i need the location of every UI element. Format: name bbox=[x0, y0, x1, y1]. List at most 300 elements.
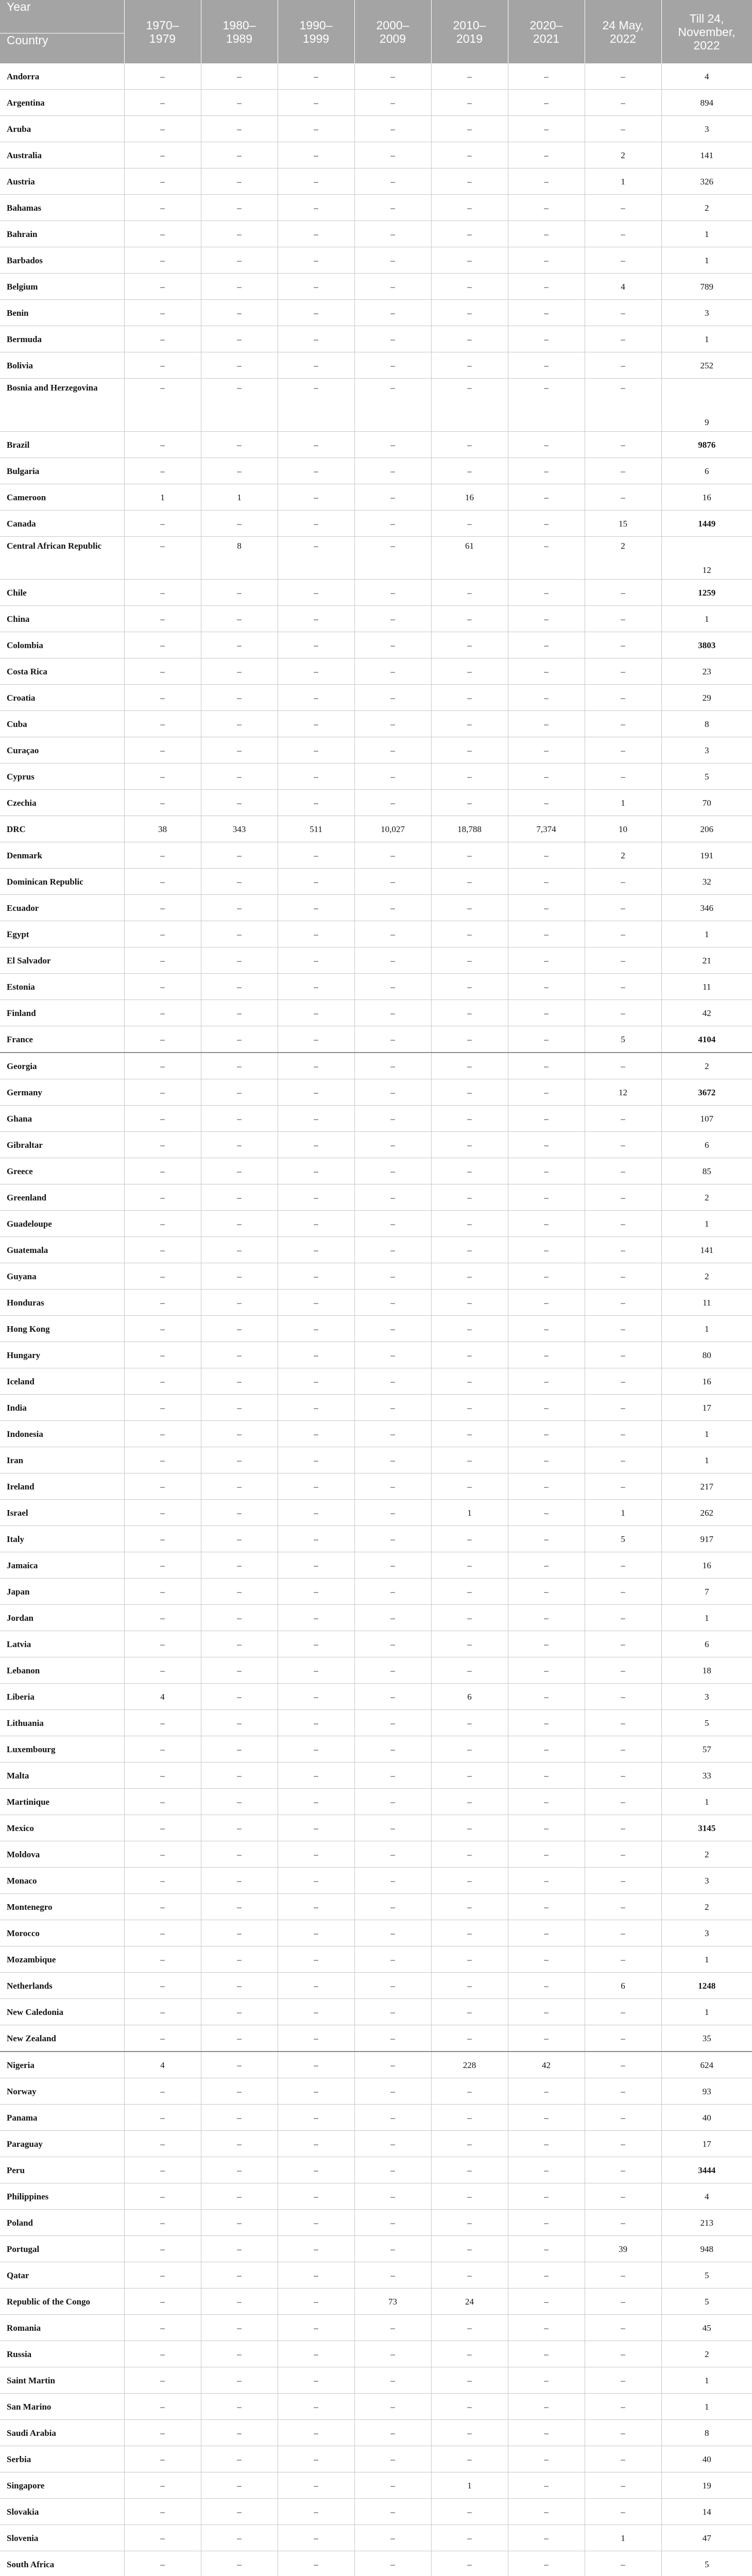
value-cell: – bbox=[278, 1421, 354, 1447]
table-row bbox=[0, 2131, 752, 2157]
value-cell: – bbox=[278, 842, 354, 869]
value-cell: – bbox=[124, 2183, 201, 2210]
value-cell: 1 bbox=[201, 484, 278, 511]
value-cell: – bbox=[431, 1421, 508, 1447]
value-cell: – bbox=[201, 90, 278, 116]
value-cell: – bbox=[354, 1579, 431, 1605]
table-header bbox=[0, 0, 752, 63]
value-cell: – bbox=[354, 2052, 431, 2078]
value-cell: – bbox=[201, 1894, 278, 1920]
total-cell: 206 bbox=[661, 816, 752, 842]
country-cell: Canada bbox=[0, 511, 124, 537]
value-cell: – bbox=[585, 1000, 661, 1026]
value-cell: – bbox=[278, 2025, 354, 2052]
value-cell: – bbox=[201, 63, 278, 90]
total-cell: 2 bbox=[661, 1894, 752, 1920]
table-row bbox=[0, 1500, 752, 1526]
value-cell: – bbox=[124, 1053, 201, 1079]
value-cell: – bbox=[124, 1552, 201, 1579]
value-cell: – bbox=[508, 632, 585, 658]
value-cell: – bbox=[124, 1000, 201, 1026]
value-cell: 5 bbox=[585, 1026, 661, 1053]
value-cell: – bbox=[508, 764, 585, 790]
table-row bbox=[0, 2262, 752, 2289]
value-cell: – bbox=[124, 1762, 201, 1789]
total-cell: 3803 bbox=[661, 632, 752, 658]
value-cell: 38 bbox=[124, 816, 201, 842]
country-cell: Luxembourg bbox=[0, 1736, 124, 1762]
country-cell: Morocco bbox=[0, 1920, 124, 1946]
value-cell: – bbox=[278, 300, 354, 326]
total-cell: 217 bbox=[661, 1473, 752, 1500]
total-cell: 4 bbox=[661, 63, 752, 90]
value-cell: – bbox=[508, 2236, 585, 2262]
value-cell: – bbox=[278, 2525, 354, 2551]
value-cell: – bbox=[585, 379, 661, 432]
total-cell: 40 bbox=[661, 2446, 752, 2472]
country-cell: Georgia bbox=[0, 1053, 124, 1079]
value-cell: – bbox=[431, 1815, 508, 1841]
total-cell: 9876 bbox=[661, 432, 752, 458]
value-cell: – bbox=[585, 2446, 661, 2472]
total-cell: 17 bbox=[661, 1395, 752, 1421]
value-cell: – bbox=[278, 432, 354, 458]
value-cell: – bbox=[124, 1342, 201, 1368]
value-cell: – bbox=[431, 1106, 508, 1132]
value-cell: – bbox=[278, 711, 354, 737]
table-row bbox=[0, 274, 752, 300]
value-cell: – bbox=[354, 116, 431, 142]
value-cell: – bbox=[201, 974, 278, 1000]
value-cell: – bbox=[201, 1579, 278, 1605]
value-cell: 73 bbox=[354, 2289, 431, 2315]
value-cell: – bbox=[508, 1263, 585, 1290]
value-cell: – bbox=[508, 63, 585, 90]
value-cell: – bbox=[508, 1053, 585, 1079]
value-cell: – bbox=[124, 1631, 201, 1657]
value-cell: – bbox=[508, 1657, 585, 1684]
value-cell: – bbox=[201, 2499, 278, 2525]
value-cell: – bbox=[354, 1211, 431, 1237]
table-row bbox=[0, 142, 752, 168]
value-cell: – bbox=[585, 1999, 661, 2025]
value-cell: 2 bbox=[585, 842, 661, 869]
country-cell: Nigeria bbox=[0, 2052, 124, 2078]
value-cell: – bbox=[124, 1263, 201, 1290]
country-cell: Guatemala bbox=[0, 1237, 124, 1263]
column-header: 2020– 2021 bbox=[508, 0, 585, 63]
value-cell: – bbox=[508, 300, 585, 326]
value-cell: – bbox=[201, 2105, 278, 2131]
value-cell: – bbox=[278, 1631, 354, 1657]
country-cell: Belgium bbox=[0, 274, 124, 300]
table-row bbox=[0, 2394, 752, 2420]
value-cell: – bbox=[278, 1263, 354, 1290]
value-cell: – bbox=[508, 326, 585, 352]
value-cell: – bbox=[508, 168, 585, 195]
value-cell: – bbox=[431, 1473, 508, 1500]
value-cell: – bbox=[354, 1500, 431, 1526]
value-cell: 1 bbox=[585, 790, 661, 816]
value-cell: – bbox=[354, 1395, 431, 1421]
value-cell: – bbox=[278, 1579, 354, 1605]
total-cell: 1 bbox=[661, 921, 752, 947]
total-cell: 1 bbox=[661, 1605, 752, 1631]
total-cell: 19 bbox=[661, 2472, 752, 2499]
value-cell: – bbox=[508, 790, 585, 816]
value-cell: – bbox=[124, 2367, 201, 2394]
value-cell: 5 bbox=[585, 1526, 661, 1552]
value-cell: – bbox=[124, 1158, 201, 1184]
table-row bbox=[0, 2551, 752, 2576]
value-cell: – bbox=[431, 1605, 508, 1631]
value-cell: – bbox=[278, 221, 354, 247]
value-cell: – bbox=[508, 895, 585, 921]
value-cell: – bbox=[124, 1657, 201, 1684]
value-cell: – bbox=[278, 1973, 354, 1999]
value-cell: – bbox=[431, 764, 508, 790]
value-cell: – bbox=[201, 1263, 278, 1290]
value-cell: – bbox=[431, 2341, 508, 2367]
country-cell: Paraguay bbox=[0, 2131, 124, 2157]
value-cell: – bbox=[201, 606, 278, 632]
total-cell: 1 bbox=[661, 221, 752, 247]
total-cell: 2 bbox=[661, 195, 752, 221]
value-cell: – bbox=[585, 1631, 661, 1657]
value-cell: – bbox=[508, 1894, 585, 1920]
table-row bbox=[0, 1789, 752, 1815]
value-cell: – bbox=[124, 1973, 201, 1999]
value-cell: – bbox=[201, 711, 278, 737]
value-cell: 1 bbox=[431, 2472, 508, 2499]
total-cell: 1 bbox=[661, 1421, 752, 1447]
value-cell: – bbox=[201, 1473, 278, 1500]
value-cell: – bbox=[278, 1184, 354, 1211]
value-cell: 7,374 bbox=[508, 816, 585, 842]
country-cell: Romania bbox=[0, 2315, 124, 2341]
table-row bbox=[0, 1999, 752, 2025]
value-cell: – bbox=[508, 1342, 585, 1368]
value-cell: – bbox=[508, 685, 585, 711]
country-cell: China bbox=[0, 606, 124, 632]
value-cell: – bbox=[201, 2341, 278, 2367]
total-cell: 16 bbox=[661, 1552, 752, 1579]
value-cell: – bbox=[431, 2262, 508, 2289]
table-row bbox=[0, 1710, 752, 1736]
value-cell: – bbox=[278, 1815, 354, 1841]
value-cell: – bbox=[278, 2262, 354, 2289]
value-cell: – bbox=[354, 274, 431, 300]
value-cell: – bbox=[431, 90, 508, 116]
total-cell: 5 bbox=[661, 1710, 752, 1736]
value-cell: 1 bbox=[585, 168, 661, 195]
value-cell: – bbox=[201, 1684, 278, 1710]
table-row bbox=[0, 2078, 752, 2105]
country-cell: Bahrain bbox=[0, 221, 124, 247]
value-cell: – bbox=[124, 2394, 201, 2420]
value-cell: – bbox=[124, 221, 201, 247]
value-cell: – bbox=[124, 2105, 201, 2131]
table-row bbox=[0, 1132, 752, 1158]
table-row bbox=[0, 632, 752, 658]
country-cell: Benin bbox=[0, 300, 124, 326]
total-cell: 42 bbox=[661, 1000, 752, 1026]
table-row bbox=[0, 921, 752, 947]
table-row bbox=[0, 1395, 752, 1421]
table-row bbox=[0, 1526, 752, 1552]
table-row bbox=[0, 1368, 752, 1395]
table-body bbox=[0, 63, 752, 2576]
table-row bbox=[0, 1000, 752, 1026]
value-cell: – bbox=[124, 511, 201, 537]
value-cell: – bbox=[201, 1368, 278, 1395]
value-cell: – bbox=[278, 247, 354, 274]
value-cell: – bbox=[201, 1395, 278, 1421]
country-cell: Bulgaria bbox=[0, 458, 124, 484]
table-row bbox=[0, 458, 752, 484]
value-cell: – bbox=[431, 2157, 508, 2183]
value-cell: – bbox=[201, 142, 278, 168]
total-cell: 252 bbox=[661, 352, 752, 379]
value-cell: – bbox=[354, 379, 431, 432]
value-cell: – bbox=[508, 1552, 585, 1579]
value-cell: – bbox=[508, 1316, 585, 1342]
value-cell: – bbox=[201, 2315, 278, 2341]
value-cell: – bbox=[431, 1552, 508, 1579]
country-cell: Philippines bbox=[0, 2183, 124, 2210]
value-cell: – bbox=[354, 1684, 431, 1710]
country-cell: Barbados bbox=[0, 247, 124, 274]
total-cell: 85 bbox=[661, 1158, 752, 1184]
value-cell: – bbox=[508, 842, 585, 869]
table-row bbox=[0, 2183, 752, 2210]
value-cell: – bbox=[508, 2210, 585, 2236]
country-cell: Colombia bbox=[0, 632, 124, 658]
total-cell: 213 bbox=[661, 2210, 752, 2236]
value-cell: – bbox=[201, 1841, 278, 1868]
value-cell: – bbox=[354, 1263, 431, 1290]
value-cell: – bbox=[431, 1631, 508, 1657]
table-row bbox=[0, 511, 752, 537]
value-cell: – bbox=[201, 2157, 278, 2183]
country-cell: Japan bbox=[0, 1579, 124, 1605]
value-cell: – bbox=[431, 168, 508, 195]
value-cell: – bbox=[124, 300, 201, 326]
value-cell: – bbox=[431, 1841, 508, 1868]
table-row bbox=[0, 1053, 752, 1079]
value-cell: – bbox=[124, 142, 201, 168]
value-cell: – bbox=[431, 2131, 508, 2157]
value-cell: – bbox=[124, 1815, 201, 1841]
value-cell: – bbox=[585, 895, 661, 921]
value-cell: 4 bbox=[585, 274, 661, 300]
value-cell: – bbox=[508, 580, 585, 606]
value-cell: – bbox=[431, 1316, 508, 1342]
value-cell: – bbox=[431, 511, 508, 537]
value-cell: – bbox=[585, 658, 661, 685]
value-cell: – bbox=[201, 2025, 278, 2052]
value-cell: – bbox=[124, 1999, 201, 2025]
table-row bbox=[0, 2236, 752, 2262]
country-cell: Finland bbox=[0, 1000, 124, 1026]
table-row bbox=[0, 1762, 752, 1789]
table-row bbox=[0, 947, 752, 974]
value-cell: – bbox=[354, 1762, 431, 1789]
value-cell: – bbox=[354, 1526, 431, 1552]
total-cell: 2 bbox=[661, 1184, 752, 1211]
value-cell: – bbox=[354, 2105, 431, 2131]
value-cell: – bbox=[278, 1526, 354, 1552]
value-cell: – bbox=[431, 947, 508, 974]
value-cell: – bbox=[508, 711, 585, 737]
value-cell: – bbox=[431, 842, 508, 869]
total-cell: 33 bbox=[661, 1762, 752, 1789]
total-cell: 1 bbox=[661, 1999, 752, 2025]
value-cell: – bbox=[354, 2420, 431, 2446]
value-cell: – bbox=[201, 1053, 278, 1079]
table-row bbox=[0, 1605, 752, 1631]
value-cell: – bbox=[124, 2315, 201, 2341]
value-cell: 1 bbox=[124, 484, 201, 511]
value-cell: – bbox=[585, 1316, 661, 1342]
value-cell: – bbox=[201, 2472, 278, 2499]
value-cell: – bbox=[508, 247, 585, 274]
value-cell: – bbox=[431, 580, 508, 606]
value-cell: – bbox=[508, 2262, 585, 2289]
value-cell: – bbox=[354, 1421, 431, 1447]
value-cell: – bbox=[431, 790, 508, 816]
total-cell: 16 bbox=[661, 1368, 752, 1395]
total-cell: 894 bbox=[661, 90, 752, 116]
value-cell: – bbox=[585, 1211, 661, 1237]
value-cell: – bbox=[585, 63, 661, 90]
value-cell: – bbox=[431, 1237, 508, 1263]
value-cell: – bbox=[585, 1710, 661, 1736]
total-cell: 35 bbox=[661, 2025, 752, 2052]
value-cell: – bbox=[508, 432, 585, 458]
value-cell: – bbox=[201, 1946, 278, 1973]
value-cell: – bbox=[585, 1473, 661, 1500]
value-cell: – bbox=[201, 2420, 278, 2446]
value-cell: – bbox=[354, 1106, 431, 1132]
value-cell: – bbox=[278, 537, 354, 580]
value-cell: 10 bbox=[585, 816, 661, 842]
value-cell: – bbox=[585, 221, 661, 247]
value-cell: – bbox=[585, 1552, 661, 1579]
total-cell: 4104 bbox=[661, 1026, 752, 1053]
value-cell: – bbox=[508, 2394, 585, 2420]
value-cell: – bbox=[585, 2157, 661, 2183]
column-header: 2010– 2019 bbox=[431, 0, 508, 63]
value-cell: – bbox=[508, 90, 585, 116]
value-cell: – bbox=[278, 606, 354, 632]
country-cell: Hungary bbox=[0, 1342, 124, 1368]
country-cell: Montenegro bbox=[0, 1894, 124, 1920]
total-cell: 11 bbox=[661, 974, 752, 1000]
value-cell: – bbox=[201, 1736, 278, 1762]
value-cell: – bbox=[278, 1920, 354, 1946]
value-cell: – bbox=[354, 195, 431, 221]
country-cell: Liberia bbox=[0, 1684, 124, 1710]
value-cell: – bbox=[431, 379, 508, 432]
value-cell: – bbox=[354, 432, 431, 458]
value-cell: – bbox=[508, 2315, 585, 2341]
country-cell: Greece bbox=[0, 1158, 124, 1184]
value-cell: – bbox=[431, 300, 508, 326]
value-cell: – bbox=[354, 300, 431, 326]
value-cell: – bbox=[508, 484, 585, 511]
country-cell: Ireland bbox=[0, 1473, 124, 1500]
value-cell: – bbox=[508, 1946, 585, 1973]
value-cell: – bbox=[431, 2420, 508, 2446]
value-cell: – bbox=[585, 300, 661, 326]
value-cell: – bbox=[124, 326, 201, 352]
value-cell: – bbox=[431, 2551, 508, 2576]
value-cell: – bbox=[431, 2446, 508, 2472]
value-cell: 1 bbox=[431, 1500, 508, 1526]
table-row bbox=[0, 1684, 752, 1710]
value-cell: – bbox=[124, 1026, 201, 1053]
country-cell: India bbox=[0, 1395, 124, 1421]
value-cell: – bbox=[431, 2210, 508, 2236]
table-row bbox=[0, 63, 752, 90]
value-cell: – bbox=[278, 1473, 354, 1500]
value-cell: – bbox=[431, 274, 508, 300]
value-cell: – bbox=[431, 1158, 508, 1184]
value-cell: – bbox=[508, 1184, 585, 1211]
country-cell: Bermuda bbox=[0, 326, 124, 352]
country-cell: Denmark bbox=[0, 842, 124, 869]
value-cell: – bbox=[201, 1342, 278, 1368]
value-cell: – bbox=[201, 869, 278, 895]
value-cell: – bbox=[124, 1736, 201, 1762]
value-cell: – bbox=[431, 1710, 508, 1736]
value-cell: – bbox=[354, 1184, 431, 1211]
table-row bbox=[0, 1237, 752, 1263]
value-cell: – bbox=[124, 2131, 201, 2157]
value-cell: – bbox=[585, 1158, 661, 1184]
value-cell: – bbox=[201, 2446, 278, 2472]
country-cell: Gibraltar bbox=[0, 1132, 124, 1158]
value-cell: – bbox=[431, 63, 508, 90]
value-cell: – bbox=[201, 1552, 278, 1579]
value-cell: – bbox=[508, 2105, 585, 2131]
value-cell: – bbox=[508, 1237, 585, 1263]
value-cell: – bbox=[278, 2472, 354, 2499]
country-cell: Serbia bbox=[0, 2446, 124, 2472]
value-cell: – bbox=[431, 2525, 508, 2551]
value-cell: – bbox=[124, 2499, 201, 2525]
country-cell: Italy bbox=[0, 1526, 124, 1552]
value-cell: – bbox=[278, 2210, 354, 2236]
country-cell: Ecuador bbox=[0, 895, 124, 921]
value-cell: – bbox=[201, 737, 278, 764]
country-cell: Cuba bbox=[0, 711, 124, 737]
value-cell: – bbox=[124, 2341, 201, 2367]
value-cell: – bbox=[354, 2551, 431, 2576]
value-cell: – bbox=[278, 2105, 354, 2131]
value-cell: – bbox=[431, 116, 508, 142]
country-cell: Latvia bbox=[0, 1631, 124, 1657]
value-cell: – bbox=[431, 895, 508, 921]
value-cell: – bbox=[278, 1999, 354, 2025]
table-row bbox=[0, 1316, 752, 1342]
value-cell: – bbox=[354, 90, 431, 116]
value-cell: – bbox=[124, 63, 201, 90]
value-cell: – bbox=[354, 1710, 431, 1736]
country-cell: Mexico bbox=[0, 1815, 124, 1841]
total-cell: 2 bbox=[661, 1053, 752, 1079]
